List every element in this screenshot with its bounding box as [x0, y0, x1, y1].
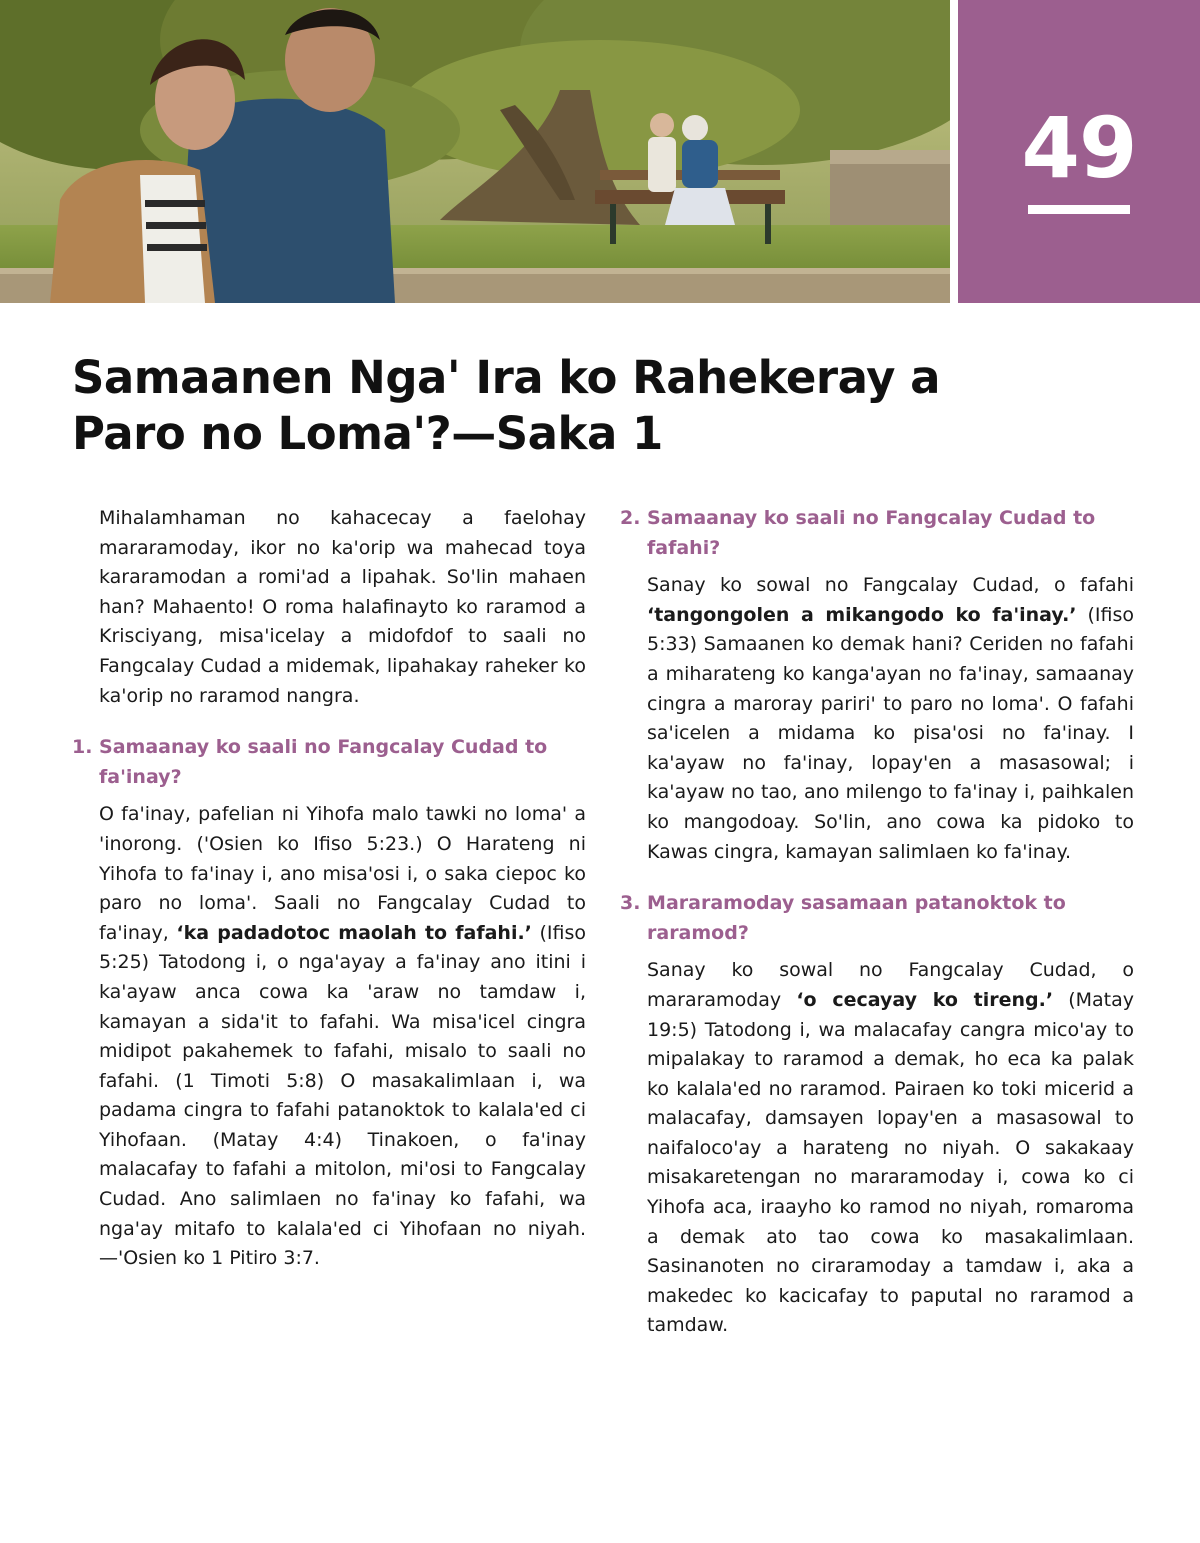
hero-photo — [0, 0, 950, 303]
intro-paragraph: Mihalamhaman no kahacecay a faelohay mararamoday, ikor no ka'orip wa mahecad toya kararamodan a romi'ad a lipahak. So'lin mahaen han? Mahaento! O roma halafinayto ko raramod a Krisciyang, misa'icelay a midofdof to saali no Fangcalay Cudad a midemak, lipahakay raheker ko ka'orip no raramod nangra. — [99, 507, 586, 707]
section-3-text-after: (Matay 19:5) Tatodong i, wa malacafay cangra mico'ay to mipalakay to raramod a demak, ho eca ka palak ko kalala'ed no raramod. Pairaen ko toki micerid a malacafay, damsayen lopay'en a masasowal to naifaloco'ay a harateng no niyah. O sakakaay misakaretengan no mararamoday i, cowa ko ci Yihofa aca, iraayho ko ramod no niyah, romaroma a demak ato tao cowa ko masakalimlaan. Sasinanoten no ciraramoday a tamdaw i, aka a makedec ko kacicafay to paputal no raramod a tamdaw. — [647, 988, 1134, 1337]
section-3-heading: 3. Mararamoday sasamaan patanoktok to raramod? — [620, 892, 1066, 944]
section-3-highlight: ‘o cecayay ko tireng.’ — [796, 988, 1054, 1011]
title-line-2: Paro no Loma'?—Saka 1 — [72, 407, 663, 460]
section-2-highlight: ‘tangongolen a mikangodo ko fa'inay.’ — [647, 603, 1077, 626]
section-3-text-before: Sanay ko sowal no Fangcalay Cudad, o mararamoday — [647, 959, 1134, 1011]
section-1-text-before: O fa'inay, pafelian ni Yihofa malo tawki no loma' a 'inorong. ('Osien ko Ifiso 5:23.) O Harateng ni Yihofa to fa'inay i, ano misa'osi i, o saka ciepoc ko paro no loma'. Saali no Fangcalay Cudad to fa'inay, — [99, 803, 586, 944]
section-1-body — [72, 800, 586, 1274]
title-line-1: Samaanen Nga' Ira ko Rahekeray a — [72, 351, 940, 404]
section-1-heading: 1. Samaanay ko saali no Fangcalay Cudad to fa'inay? — [72, 736, 548, 788]
section-2-heading: 2. Samaanay ko saali no Fangcalay Cudad to fafahi? — [620, 507, 1096, 559]
lesson-number-box — [958, 0, 1200, 303]
section-2-body — [620, 571, 1134, 867]
lesson-number: 49 — [1021, 99, 1137, 197]
section-3-body — [620, 956, 1134, 1341]
section-1-highlight: ‘ka padadotoc maolah to fafahi.’ — [176, 921, 532, 944]
page-title — [72, 350, 972, 462]
right-column — [620, 504, 1134, 1341]
section-2-text-after: (Ifiso 5:33) Samaanen ko demak hani? Ceriden no fafahi a miharateng ko kanga'ayan no fa'inay, samaanay cingra a maroray pariri' to paro no loma'. O fafahi sa'icelen a midama ko pisa'osi no fa'inay. I ka'ayaw no fa'inay, lopay'en a masasowal; i ka'ayaw no tao, ano milengo to fa'inay i, paihkalen ko mangodoay. So'lin, ano cowa ka pidoko to Kawas cingra, kamayan salimlaen ko fa'inay. — [647, 603, 1134, 863]
left-column — [72, 504, 586, 1274]
section-2-text-before: Sanay ko sowal no Fangcalay Cudad, o fafahi — [647, 574, 1134, 597]
lesson-number-underline — [1028, 205, 1130, 214]
section-1-text-after: (Ifiso 5:25) Tatodong i, o nga'ayay a fa'inay ano itini i ka'ayaw anca cowa ka 'araw no tamdaw i, kamayan a sida'it to fafahi. Wa misa'icel cingra midipot pakahemek to fafahi, misalo to saali no fafahi. (1 Timoti 5:8) O masakalimlaan i, wa padama cingra to fafahi patanoktok to kalala'ed ci Yihofaan. (Matay 4:4) Tinakoen, o fa'inay malacafay to fafahi a mitolon, mi'osi to Fangcalay Cudad. Ano salimlaen no fa'inay ko fafahi, wa nga'ay mitafo to kalala'ed ci Yihofaan no niyah. —'Osien ko 1 Pitiro 3:7. — [99, 921, 586, 1270]
